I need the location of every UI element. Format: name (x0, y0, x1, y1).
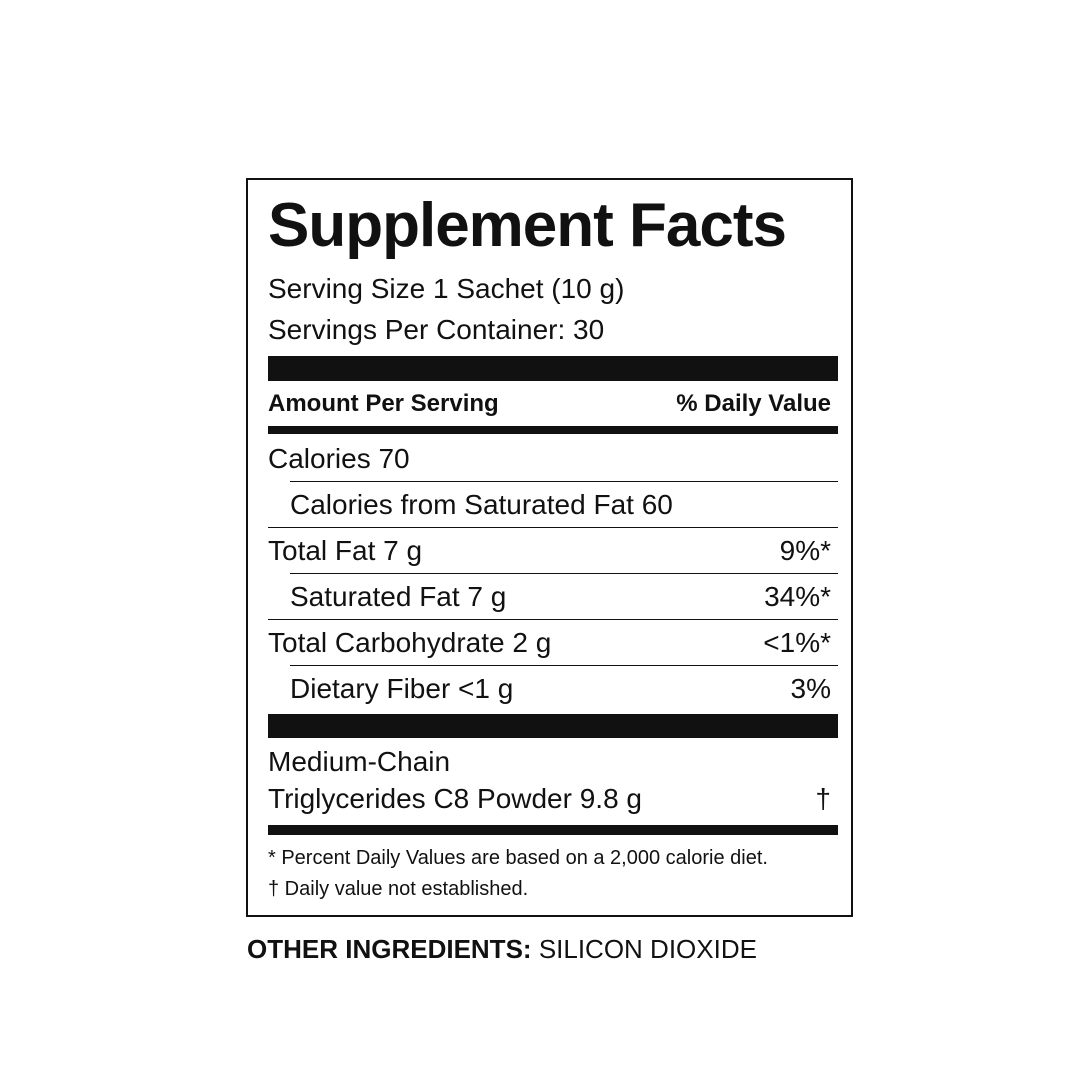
other-ingredients (247, 933, 757, 965)
serving-size: Serving Size 1 Sachet (10 g) (268, 273, 625, 304)
footnote-daily-values: * Percent Daily Values are based on a 2,000 calorie diet. (268, 847, 768, 869)
medium-divider (268, 426, 838, 434)
nutrient-row-calories: Calories 70 (268, 443, 410, 474)
mct-line-2: Triglycerides C8 Powder 9.8 g (268, 783, 643, 814)
daily-value-header: % Daily Value (676, 390, 831, 417)
footnote-not-established: † Daily value not established. (268, 878, 529, 900)
thick-divider-top (268, 356, 838, 381)
row-divider (290, 573, 838, 574)
dv-saturated-fat: 34%* (764, 581, 831, 612)
mct-line-1: Medium-Chain (268, 746, 451, 777)
other-ingredients-label: OTHER INGREDIENTS: (247, 934, 532, 964)
dv-total-fat: 9%* (779, 535, 831, 566)
other-ingredients-value: SILICON DIOXIDE (538, 934, 757, 964)
dv-dietary-fiber: 3% (790, 673, 831, 704)
supplement-facts-panel (246, 178, 853, 917)
nutrient-row-total-carbohydrate: Total Carbohydrate 2 g (268, 627, 552, 658)
row-divider (290, 665, 838, 666)
row-divider (290, 481, 838, 482)
amount-per-serving-header: Amount Per Serving (268, 390, 499, 417)
servings-per-container: Servings Per Container: 30 (268, 314, 605, 345)
nutrient-row-dietary-fiber: Dietary Fiber <1 g (290, 673, 514, 704)
thick-divider-bottom (268, 825, 838, 835)
nutrient-row-calories-from-sat-fat: Calories from Saturated Fat 60 (290, 489, 673, 520)
nutrient-row-saturated-fat: Saturated Fat 7 g (290, 581, 507, 612)
nutrient-row-total-fat: Total Fat 7 g (268, 535, 423, 566)
label-title: Supplement Facts (268, 191, 786, 260)
row-divider (268, 527, 838, 528)
thick-divider-middle (268, 714, 838, 738)
dv-total-carbohydrate: <1%* (763, 627, 831, 658)
dv-mct: † (815, 783, 831, 814)
row-divider (268, 619, 838, 620)
